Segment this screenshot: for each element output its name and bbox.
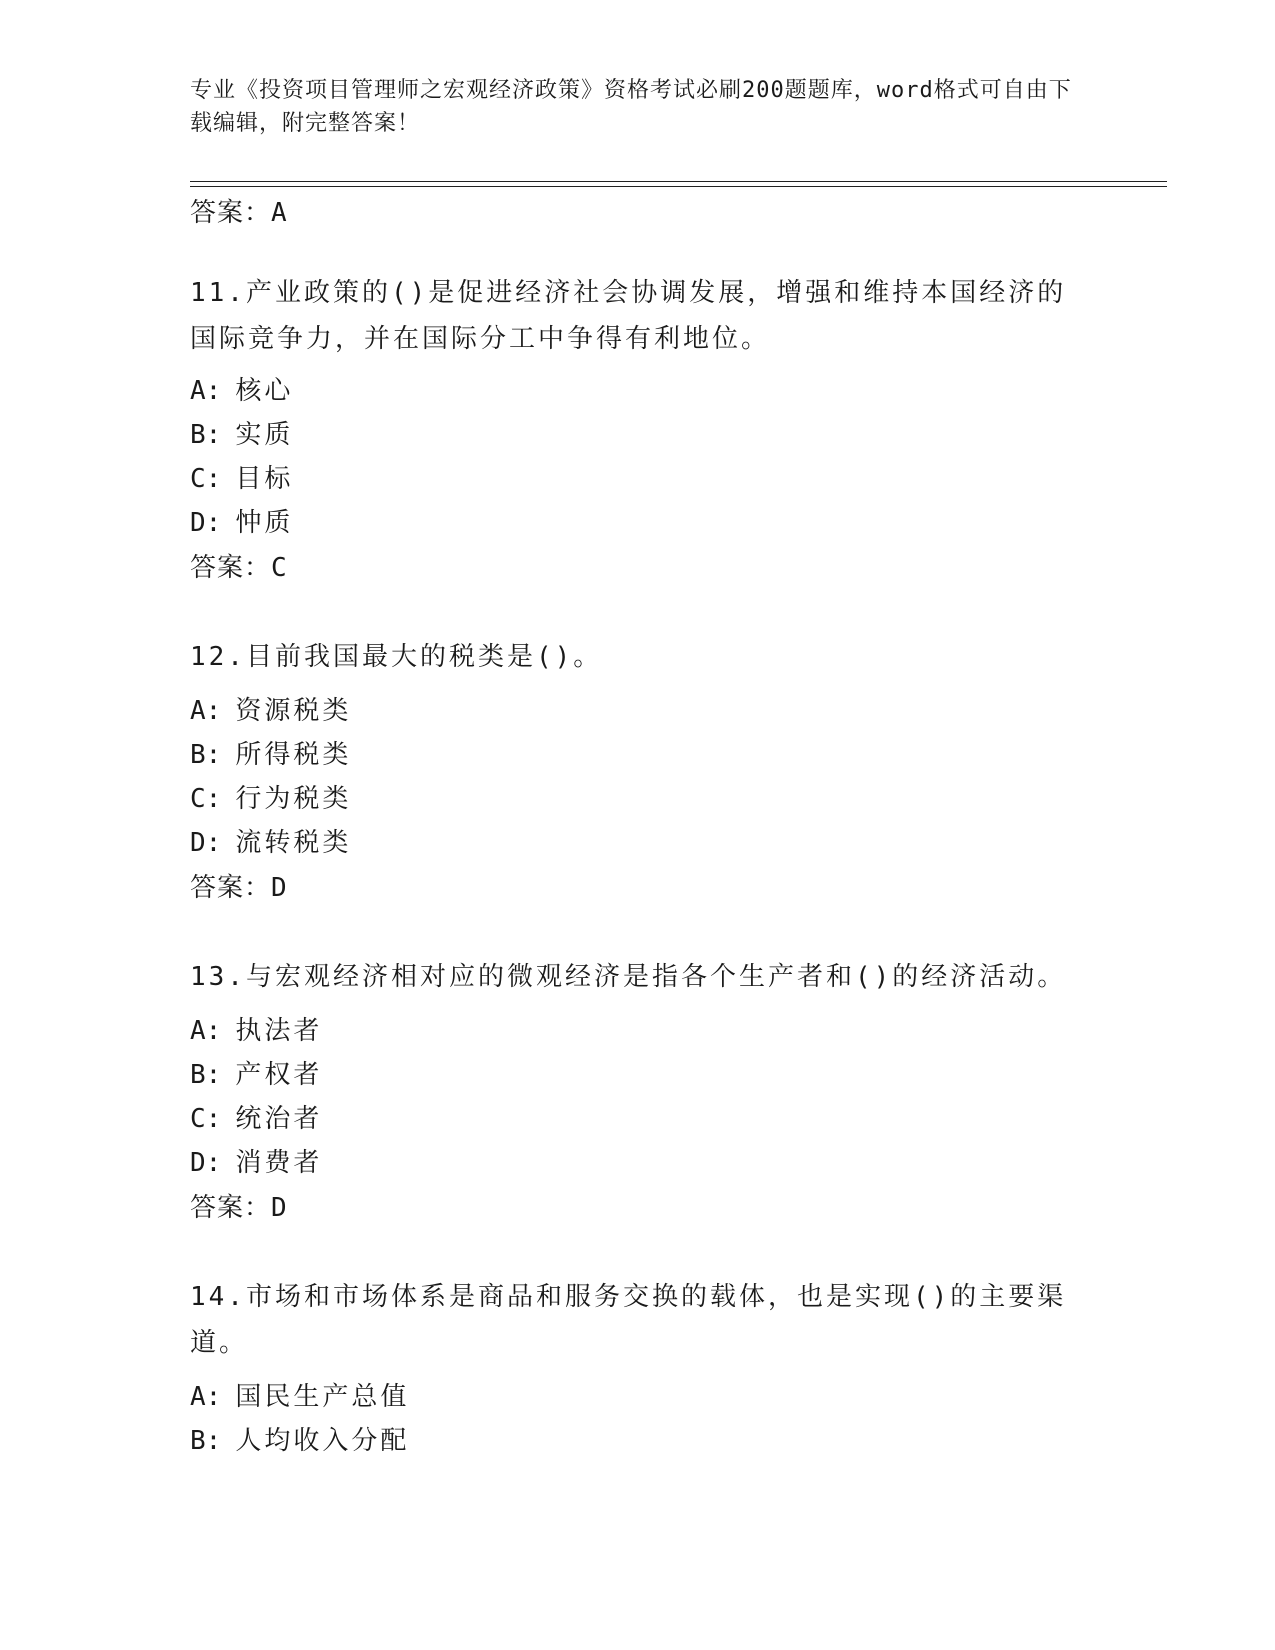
question-14: 14.市场和市场体系是商品和服务交换的载体，也是实现()的主要渠道。 <box>190 1282 1067 1358</box>
question-13: 13.与宏观经济相对应的微观经济是指各个生产者和()的经济活动。 <box>190 962 1067 992</box>
question-12-answer: 答案：D <box>190 873 288 903</box>
question-11: 11.产业政策的()是促进经济社会协调发展，增强和维持本国经济的国际竞争力，并在国际分工中争得有利地位。 <box>190 278 1067 354</box>
question-13-answer: 答案：D <box>190 1193 288 1223</box>
question-13-option-b: B: 产权者 <box>190 1060 323 1090</box>
header-divider-bottom <box>190 186 1167 187</box>
question-11-option-d: D: 忡质 <box>190 508 294 538</box>
answer-line <box>190 192 288 229</box>
question-12-option-d: D: 流转税类 <box>190 828 352 858</box>
question-13-option-a: A: 执法者 <box>190 1016 323 1046</box>
question-12-option-b: B: 所得税类 <box>190 740 352 770</box>
question-13-option-d: D: 消费者 <box>190 1148 323 1178</box>
document-header: 专业《投资项目管理师之宏观经济政策》资格考试必刷200题题库，word格式可自由下载编辑，附完整答案！ <box>190 78 1072 136</box>
question-12: 12.目前我国最大的税类是()。 <box>190 642 603 672</box>
question-14-option-a: A: 国民生产总值 <box>190 1382 410 1412</box>
question-12-option-c: C: 行为税类 <box>190 784 352 814</box>
question-11-option-c: C: 目标 <box>190 464 294 494</box>
header-divider-top <box>190 181 1167 182</box>
question-12-option-a: A: 资源税类 <box>190 696 352 726</box>
answer-label: 答案： <box>190 198 272 228</box>
question-11-answer: 答案：C <box>190 553 288 583</box>
question-13-option-c: C: 统治者 <box>190 1104 323 1134</box>
question-14-option-b: B: 人均收入分配 <box>190 1426 410 1456</box>
question-11-option-b: B: 实质 <box>190 420 294 450</box>
question-11-option-a: A: 核心 <box>190 376 294 406</box>
answer-value: A <box>271 198 288 228</box>
